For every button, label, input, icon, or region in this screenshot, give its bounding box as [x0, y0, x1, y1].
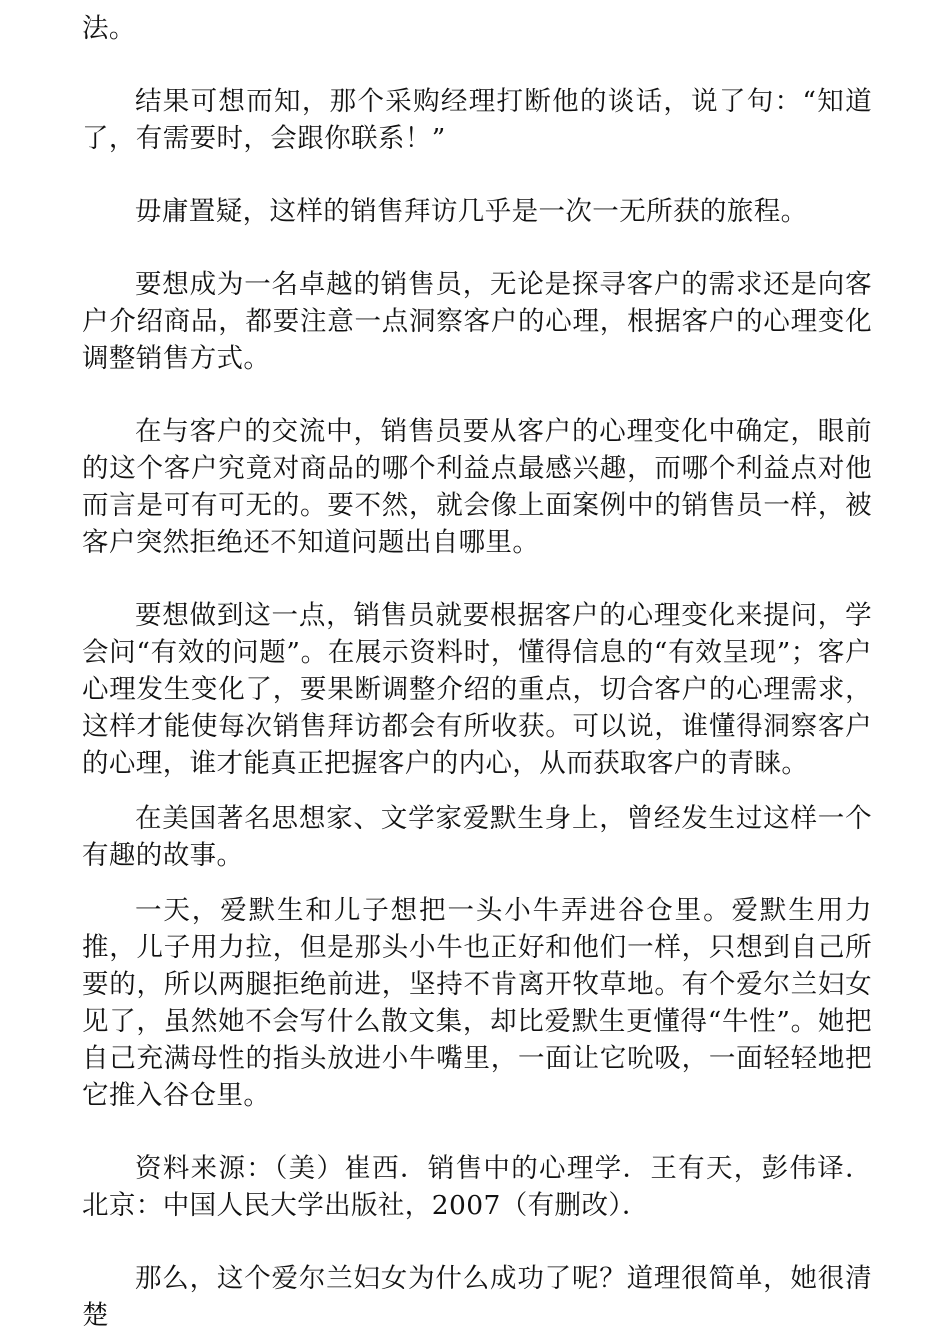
- paragraph-why-success: 那么，这个爱尔兰妇女为什么成功了呢？道理很简单，她很清楚: [82, 1263, 872, 1331]
- paragraph-excellent-salesperson: 要想成为一名卓越的销售员，无论是探寻客户的需求还是向客户介绍商品，都要注意一点洞察客户的心理，根据客户的心理变化调整销售方式。: [82, 269, 872, 374]
- paragraph-customer-communication: 在与客户的交流中，销售员要从客户的心理变化中确定，眼前的这个客户究竟对商品的哪个利益点最感兴趣，而哪个利益点对他而言是可有可无的。要不然，就会像上面案例中的销售员一样，被客户突然拒绝还不知道问题出自哪里。: [82, 416, 872, 558]
- paragraph-no-doubt: 毋庸置疑，这样的销售拜访几乎是一次一无所获的旅程。: [135, 196, 808, 227]
- paragraph-result: 结果可想而知，那个采购经理打断他的谈话，说了句：“知道了，有需要时，会跟你联系！”: [82, 86, 872, 154]
- paragraph-emerson-story: 一天，爱默生和儿子想把一头小牛弄进谷仓里。爱默生用力推，儿子用力拉，但是那头小牛也正好和他们一样，只想到自己所要的，所以两腿拒绝前进，坚持不肯离开牧草地。有个爱尔兰妇女见了，虽然她不会写什么散文集，却比爱默生更懂得“牛性”。她把自己充满母性的指头放进小牛嘴里，一面让它吮吸，一面轻轻地把它推入谷仓里。: [82, 895, 872, 1111]
- paragraph-continuation: 法。: [82, 13, 136, 44]
- paragraph-effective-questions: 要想做到这一点，销售员就要根据客户的心理变化来提问，学会问“有效的问题”。在展示资料时，懂得信息的“有效呈现”；客户心理发生变化了，要果断调整介绍的重点，切合客户的心理需求，这样才能使每次销售拜访都会有所收获。可以说，谁懂得洞察客户的心理，谁才能真正把握客户的内心，从而获取客户的青睐。: [82, 600, 872, 779]
- document-page: [82, 10, 872, 1334]
- paragraph-source-citation: 资料来源：（美）崔西．销售中的心理学．王有天，彭伟译．北京：中国人民大学出版社，2007（有删改）．: [82, 1153, 872, 1221]
- paragraph-emerson-intro: 在美国著名思想家、文学家爱默生身上，曾经发生过这样一个有趣的故事。: [82, 803, 872, 871]
